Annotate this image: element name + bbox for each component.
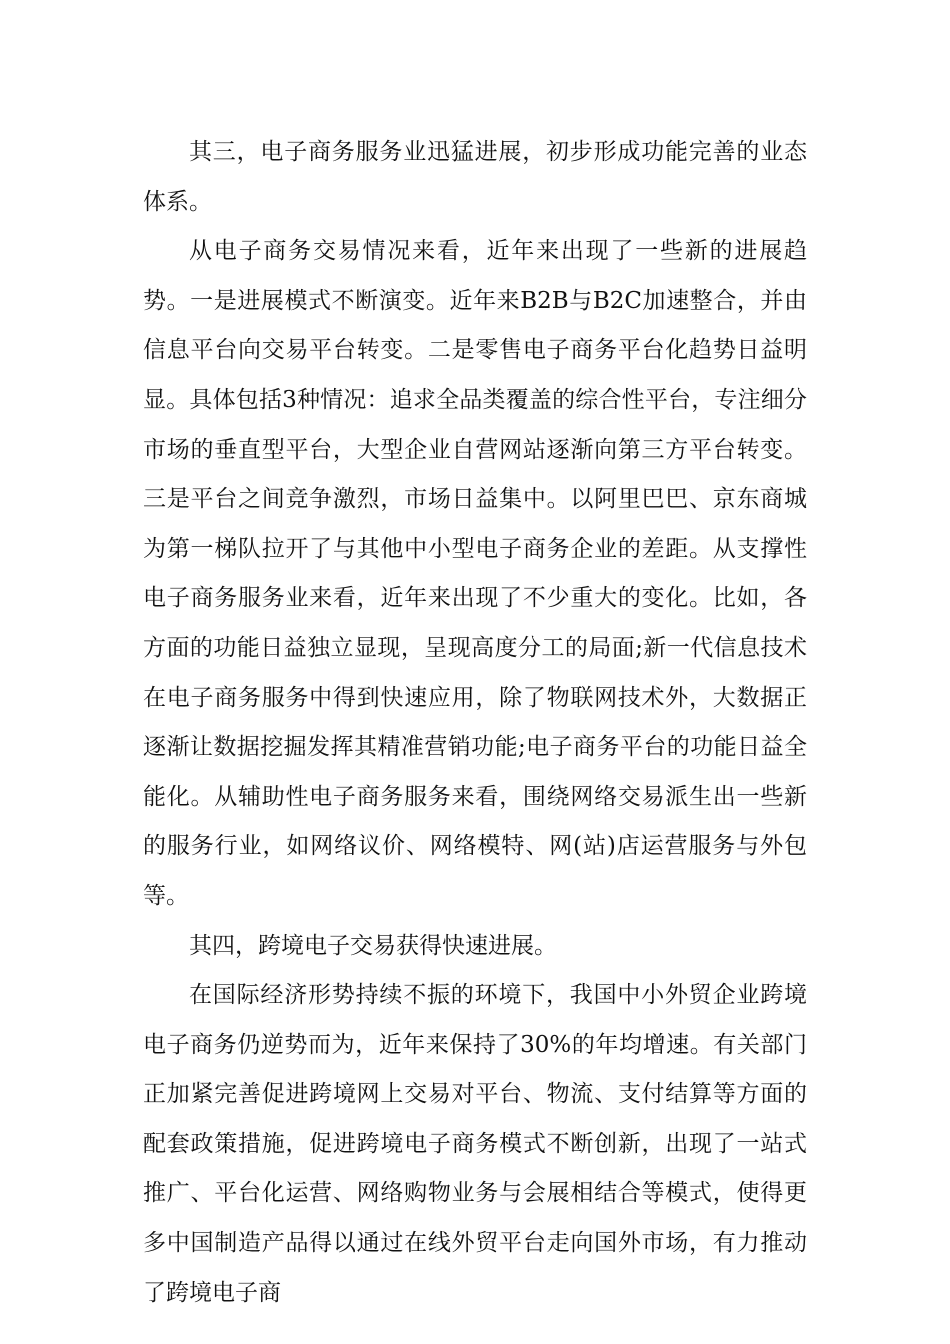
document-body (143, 128, 807, 1318)
paragraph-heading-fourth: 其四，跨境电子交易获得快速进展。 (189, 932, 557, 959)
paragraph-body: 在国际经济形势持续不振的环境下，我国中小外贸企业跨境电子商务仍逆势而为，近年来保持了30%的年均增速。有关部门正加紧完善促进跨境网上交易对平台、物流、支付结算等方面的配套政策措施，促进跨境电子商务模式不断创新，出现了一站式推广、平台化运营、网络购物业务与会展相结合等模式，使得更多中国制造产品得以通过在线外贸平台走向国外市场，有力推动了跨境电子商 (143, 982, 807, 1306)
paragraph-body: 从电子商务交易情况来看，近年来出现了一些新的进展趋势。一是进展模式不断演变。近年来B2B与B2C加速整合，并由信息平台向交易平台转变。二是零售电子商务平台化趋势日益明显。具体包括3种情况：追求全品类覆盖的综合性平台，专注细分市场的垂直型平台，大型企业自营网站逐渐向第三方平台转变。三是平台之间竞争激烈，市场日益集中。以阿里巴巴、京东商城为第一梯队拉开了与其他中小型电子商务企业的差距。从支撑性电子商务服务业来看，近年来出现了不少重大的变化。比如，各方面的功能日益独立显现，呈现高度分工的局面;新一代信息技术在电子商务服务中得到快速应用，除了物联网技术外，大数据正逐渐让数据挖掘发挥其精准营销功能;电子商务平台的功能日益全能化。从辅助性电子商务服务来看，围绕网络交易派生出一些新的服务行业，如网络议价、网络模特、网(站)店运营服务与外包等。 (143, 238, 807, 909)
paragraph-heading-third: 其三，电子商务服务业迅猛进展，初步形成功能完善的业态体系。 (143, 139, 807, 215)
